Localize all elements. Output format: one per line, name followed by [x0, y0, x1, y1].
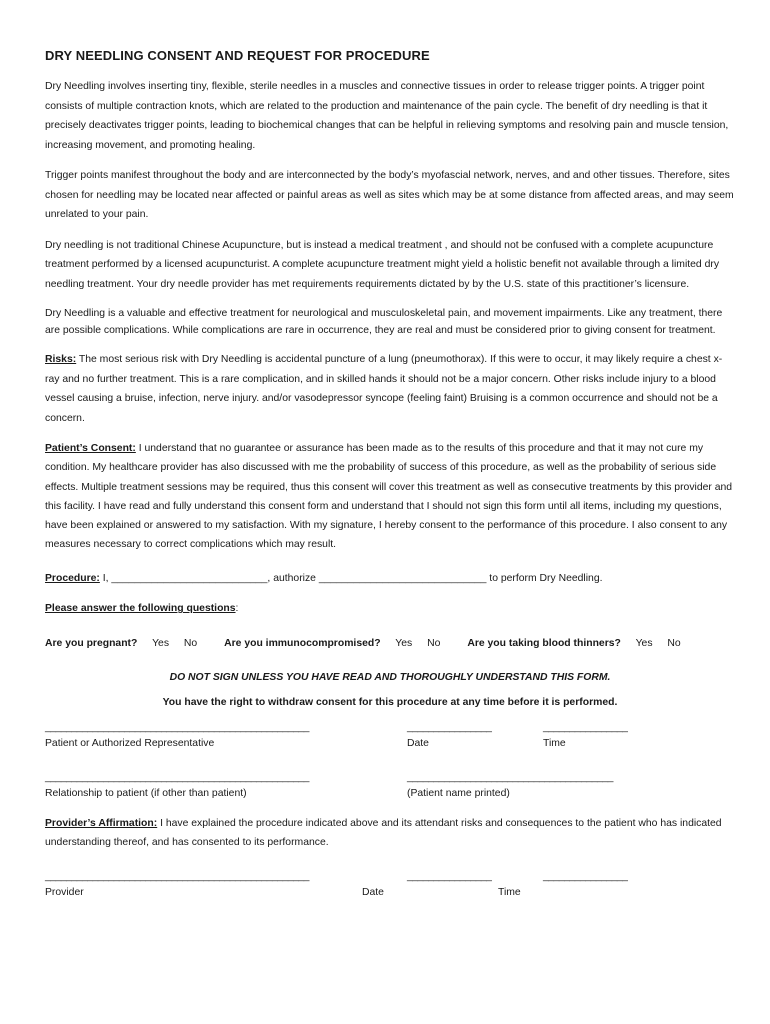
immunocompromised-yes-option[interactable]: Yes: [395, 637, 413, 649]
patient-signature-labels: [45, 738, 735, 772]
patient-name-line[interactable]: _______________________________________: [407, 771, 613, 783]
provider-affirmation-text: I have explained the procedure indicated above and its attendant risks and consequences to the patient who has indicated understanding thereof, and has consented to its performance.: [45, 817, 722, 849]
questions-heading-row: [45, 599, 735, 619]
patient-signature-label: Patient or Authorized Representative: [45, 737, 215, 749]
procedure-label: Procedure:: [45, 572, 100, 584]
question-pregnant: Are you pregnant?: [45, 637, 138, 649]
questions-heading-suffix: :: [235, 603, 239, 615]
patient-signature-lines: [45, 722, 735, 738]
provider-affirmation-section: [45, 814, 735, 853]
pregnant-yes-option[interactable]: Yes: [152, 637, 170, 649]
intro-paragraph: Dry Needling involves inserting tiny, flexible, sterile needles in a muscles and connective tissues in order to release trigger points. A trigger point consists of multiple contraction knots, which are related to the production and maintenance of the pain cycle. The benefit of dry needling is that it precisely deactivates trigger points, leading to biochemical changes that can be helpful in relieving symptoms and resolving pain and muscle tension, increasing movement, and promoting healing.: [45, 81, 729, 151]
patient-consent-text: I understand that no guarantee or assurance has been made as to the results of this procedure and that it may not cure my condition. My healthcare provider has also discussed with me the probability of success of this procedure, as well as the probability of serious side effects. Multiple treatment sessions may be required, thus this consent will cover this treatment as well as consecutive treatments by this provider and this facility. I have read and fully understand this consent form and understand that I should not sign this form until all items, including my questions, have been explained or answered to my satisfaction. With my signature, I hereby consent to the performance of this procedure. I also consent to any measures necessary to correct complications which may result.: [45, 443, 733, 551]
pregnant-no-option[interactable]: No: [183, 637, 198, 649]
warning-text: DO NOT SIGN UNLESS YOU HAVE READ AND THOROUGHLY UNDERSTAND THIS FORM.: [169, 671, 611, 683]
patient-time-label: Time: [543, 737, 566, 749]
document-title: DRY NEEDLING CONSENT AND REQUEST FOR PROCEDURE: [45, 48, 430, 63]
risks-label: Risks:: [45, 354, 77, 365]
immunocompromised-no-option[interactable]: No: [427, 637, 441, 649]
patient-consent-section: [45, 439, 735, 555]
questions-heading: Please answer the following questions: [45, 603, 236, 615]
provider-affirmation-label: Provider’s Affirmation:: [45, 817, 158, 829]
patient-signature-line[interactable]: __________________________________________________: [45, 721, 309, 733]
question-blood-thinners: Are you taking blood thinners?: [467, 637, 621, 649]
provider-signature-line[interactable]: __________________________________________________: [45, 870, 309, 882]
relationship-lines: [45, 772, 735, 788]
provider-date-line[interactable]: ________________: [407, 870, 492, 882]
consent-form: [45, 48, 735, 909]
trigger-points-paragraph: Trigger points manifest throughout the body and are interconnected by the body’s myofascial network, nerves, and and other tissues. Therefore, sites chosen for needling may be located near affected or painful areas as well as sites which may be at some distance from affected areas, and may seem unrelated to your pain.: [45, 170, 734, 220]
provider-label: Provider: [45, 886, 84, 898]
questions-row: [45, 638, 735, 649]
withdraw-text: You have the right to withdraw consent for this procedure at any time before it is performed.: [162, 696, 618, 708]
provider-time-line[interactable]: ________________: [543, 870, 628, 882]
patient-date-label: Date: [407, 737, 429, 749]
risks-section: [45, 350, 735, 428]
provider-signature-labels: [45, 887, 735, 909]
complications-paragraph: Dry Needling is a valuable and effective treatment for neurological and musculoskeletal pain, and movement impairments. Like any treatment, there are possible complications. While complications are rare in occurrence, they are real and must be considered prior to giving consent for treatment.: [45, 308, 723, 336]
patient-name-label: (Patient name printed): [407, 787, 510, 799]
risks-text: The most serious risk with Dry Needling is accidental puncture of a lung (pneumothorax). If this were to occur, it may likely require a chest x-ray and no further treatment. This is a rare complication, and in skilled hands it should not be a major concern. Other risks include injury to a blood vessel causing a bruise, infection, nerve injury. and/or vasodepressor syncope (feeling faint) Bruising is a common occurrence and should not be a concern.: [45, 354, 723, 424]
provider-date-label: Date: [362, 886, 384, 898]
patient-date-line[interactable]: ________________: [407, 721, 492, 733]
procedure-text[interactable]: I, ___________________________, authorize _____________________________ to perform Dry Needling.: [99, 572, 603, 584]
procedure-section: [45, 569, 735, 589]
patient-consent-label: Patient’s Consent:: [45, 443, 136, 454]
relationship-line[interactable]: __________________________________________________: [45, 771, 309, 783]
provider-time-label: Time: [498, 886, 521, 898]
provider-signature-lines: [45, 871, 735, 887]
relationship-label: Relationship to patient (if other than patient): [45, 787, 247, 799]
blood-thinners-no-option[interactable]: No: [667, 637, 681, 649]
not-acupuncture-paragraph: Dry needling is not traditional Chinese Acupuncture, but is instead a medical treatment , and should not be confused with a complete acupuncture treatment performed by a licensed acupuncturist. A complete acupuncture treatment might yield a holistic benefit not available through a limited dry needling treatment. Your dry needle provider has met requirements requirements dictated by by the U.S. state of this practitioner’s licensure.: [45, 239, 720, 290]
blood-thinners-yes-option[interactable]: Yes: [635, 637, 653, 649]
question-immunocompromised: Are you immunocompromised?: [224, 637, 381, 649]
relationship-labels: [45, 788, 735, 814]
patient-time-line[interactable]: ________________: [543, 721, 628, 733]
